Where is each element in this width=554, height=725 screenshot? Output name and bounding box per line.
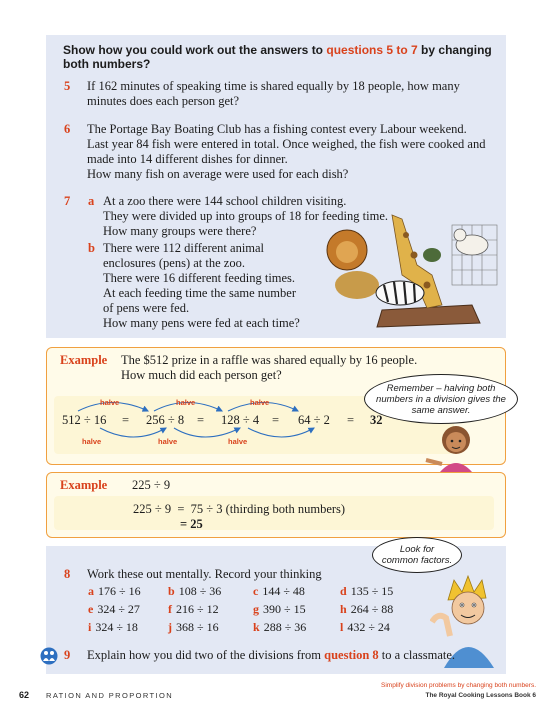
question-8-number: 8 bbox=[64, 567, 71, 581]
section-title: RATION AND PROPORTION bbox=[46, 691, 174, 700]
q8-item-c: c 144 ÷ 48 bbox=[253, 584, 305, 598]
page-number: 62 bbox=[19, 690, 30, 700]
q8-item-k: k 288 ÷ 36 bbox=[253, 620, 307, 634]
expr-eq-3: = bbox=[272, 413, 280, 427]
question-7a-letter: a bbox=[88, 194, 95, 208]
speech-bubble-halving: Remember – halving both numbers in a division gives the same answer. bbox=[364, 374, 518, 424]
question-7b-text: There were 112 different animal enclosures (pens) at the zoo. There were 16 different feeding times. At each feeding time the same number of pens were fed. How many pens were fed at each time? bbox=[103, 241, 300, 330]
expr-256-8: 256 ÷ 8 bbox=[146, 413, 185, 427]
girl-illustration bbox=[420, 420, 490, 472]
expr-eq-4: = bbox=[347, 413, 355, 427]
question-5-number: 5 bbox=[64, 79, 71, 93]
q8-item-f: f 216 ÷ 12 bbox=[168, 602, 219, 616]
expr-eq-2: = bbox=[197, 413, 205, 427]
q8-item-a: a 176 ÷ 16 bbox=[88, 584, 141, 598]
example-2-answer: = 25 bbox=[180, 517, 203, 531]
question-7a-text: At a zoo there were 144 school children visiting. They were divided up into groups of 18 for feeding time. How many groups were there? bbox=[103, 194, 388, 238]
pair-work-icon bbox=[40, 647, 58, 665]
q8-item-g: g 390 ÷ 15 bbox=[253, 602, 306, 616]
example-2-problem: 225 ÷ 9 bbox=[132, 478, 171, 492]
example-2-working-line: 225 ÷ 9 = 75 ÷ 3 (thirding both numbers) bbox=[133, 502, 346, 516]
footer-book-title: The Royal Cooking Lessons Book 6 bbox=[425, 692, 536, 699]
halve-label-6: halve bbox=[228, 437, 248, 446]
question-7b-letter: b bbox=[88, 241, 95, 255]
expr-answer-32: 32 bbox=[370, 413, 383, 427]
halve-label-2: halve bbox=[176, 398, 196, 407]
question-6-number: 6 bbox=[64, 122, 71, 136]
q8-item-l: l 432 ÷ 24 bbox=[340, 620, 390, 634]
q8-item-b: b 108 ÷ 36 bbox=[168, 584, 222, 598]
question-9-number: 9 bbox=[64, 648, 71, 662]
zoo-animals-illustration bbox=[322, 205, 502, 330]
example-1-label: Example bbox=[60, 353, 108, 367]
intro-heading: Show how you could work out the answers to questions 5 to 7 by changing both numbers? bbox=[63, 43, 492, 71]
speech-bubble-common-factors: Look for common factors. bbox=[372, 537, 462, 573]
question-8-text: Work these out mentally. Record your thinking bbox=[87, 567, 322, 581]
halve-label-5: halve bbox=[158, 437, 178, 446]
footer-objective: Simplify division problems by changing both numbers. bbox=[381, 682, 536, 689]
halve-label-1: halve bbox=[100, 398, 120, 407]
expr-eq-1: = bbox=[122, 413, 130, 427]
q8-item-i: i 324 ÷ 18 bbox=[88, 620, 138, 634]
q8-item-j: j 368 ÷ 16 bbox=[168, 620, 219, 634]
halve-label-3: halve bbox=[250, 398, 270, 407]
question-9-text: Explain how you did two of the divisions from question 8 to a classmate. bbox=[87, 648, 456, 662]
example-2-label: Example bbox=[60, 478, 108, 492]
question-6-text: The Portage Bay Boating Club has a fishing contest every Labour weekend. Last year 84 fish were entered in total. Once weighed, the fish were cooked and made into 14 different dishes for dinner. How many fish on average were used for each dish? bbox=[87, 122, 486, 181]
question-7-number: 7 bbox=[64, 194, 71, 208]
example-1-text: The $512 prize in a raffle was shared equally by 16 people. How much did each person get? bbox=[121, 353, 418, 382]
q8-item-d: d 135 ÷ 15 bbox=[340, 584, 394, 598]
halve-label-4: halve bbox=[82, 437, 102, 446]
expr-128-4: 128 ÷ 4 bbox=[221, 413, 260, 427]
expr-512-16: 512 ÷ 16 bbox=[62, 413, 107, 427]
q8-item-e: e 324 ÷ 27 bbox=[88, 602, 140, 616]
question-5-text: If 162 minutes of speaking time is shared equally by 18 people, how many minutes does each person get? bbox=[87, 79, 460, 108]
expr-64-2: 64 ÷ 2 bbox=[298, 413, 330, 427]
q8-item-h: h 264 ÷ 88 bbox=[340, 602, 394, 616]
